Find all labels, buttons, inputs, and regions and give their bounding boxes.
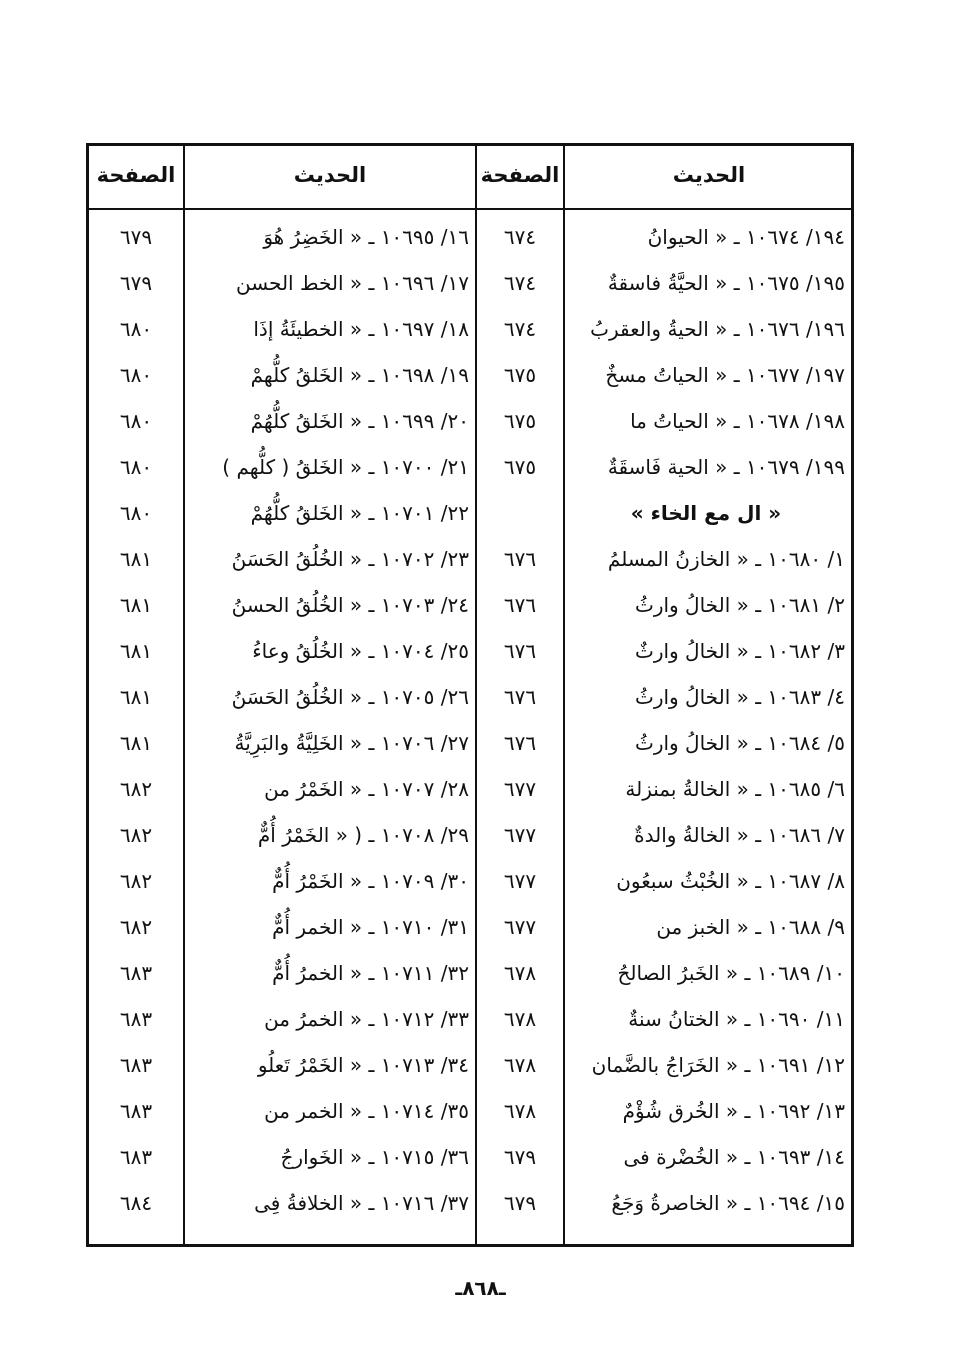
left-hadith-entry: ٢٤/ ١٠٧٠٣ ـ « الخُلُقُ الحسنُ xyxy=(231,593,469,617)
right-page-number: ٦٧٨ xyxy=(503,1053,537,1077)
right-hadith-entry: ١٩٨/ ١٠٦٧٨ ـ « الحياتُ ما xyxy=(630,409,845,433)
right-hadith-entry: ١١/ ١٠٦٩٠ ـ « الختانُ سنةٌ xyxy=(628,1007,845,1031)
right-hadith-entry: ٥/ ١٠٦٨٤ ـ « الخالُ وارثُ xyxy=(635,731,845,755)
right-page-number: ٦٧٦ xyxy=(503,547,537,571)
right-hadith-entry: ٩/ ١٠٦٨٨ ـ « الخبز من xyxy=(656,915,845,939)
left-page-number: ٦٨٢ xyxy=(119,777,153,801)
right-page-number: ٦٧٤ xyxy=(503,271,537,295)
right-page-number: ٦٧٥ xyxy=(503,455,537,479)
left-page-number: ٦٨١ xyxy=(119,547,153,571)
right-hadith-entry: ١٥/ ١٠٦٩٤ ـ « الخاصرةُ وَجَعُ xyxy=(611,1191,845,1215)
left-hadith-entry: ٣٦/ ١٠٧١٥ ـ « الخَوارجُ xyxy=(280,1145,469,1169)
left-hadith-entry: ٣٥/ ١٠٧١٤ ـ « الخمر من xyxy=(264,1099,469,1123)
left-page-number: ٦٨٠ xyxy=(119,317,153,341)
left-hadith-entry: ٣٧/ ١٠٧١٦ ـ « الخلافةُ فِى xyxy=(254,1191,469,1215)
right-hadith-entry: « ال مع الخاء » xyxy=(630,501,782,525)
left-hadith-entry: ١٦/ ١٠٦٩٥ ـ « الخَضِرُ هُوَ xyxy=(263,225,469,249)
right-page-number: ٦٧٥ xyxy=(503,363,537,387)
left-page-number: ٦٨٠ xyxy=(119,409,153,433)
left-hadith-entry: ١٨/ ١٠٦٩٧ ـ « الخطيئَةُ إذَا xyxy=(253,317,469,341)
left-page-number: ٦٨١ xyxy=(119,593,153,617)
left-hadith-entry: ٢٧/ ١٠٧٠٦ ـ « الخَلِيَّةُ والبَرِيَّةُ xyxy=(234,731,469,755)
left-page-number: ٦٨٣ xyxy=(119,961,153,985)
right-page-number: ٦٧٨ xyxy=(503,961,537,985)
left-hadith-entry: ٣٤/ ١٠٧١٣ ـ « الخَمْرُ تَعلُو xyxy=(257,1053,469,1077)
left-page-number: ٦٨٣ xyxy=(119,1007,153,1031)
header-left-hadith: الحديث xyxy=(293,163,367,187)
right-hadith-entry: ١٤/ ١٠٦٩٣ ـ « الخُضْرة فى xyxy=(623,1145,845,1169)
left-page-number: ٦٨٣ xyxy=(119,1053,153,1077)
right-hadith-entry: ١٣/ ١٠٦٩٢ ـ « الخُرق شُؤْمٌ xyxy=(622,1099,845,1123)
right-page-number: ٦٧٧ xyxy=(503,869,537,893)
left-hadith-entry: ٣٣/ ١٠٧١٢ ـ « الخمرُ من xyxy=(264,1007,469,1031)
right-hadith-entry: ١٩٥/ ١٠٦٧٥ ـ « الحيَّةُ فاسقةٌ xyxy=(607,271,845,295)
left-page-number: ٦٨٢ xyxy=(119,823,153,847)
left-hadith-entry: ٢٨/ ١٠٧٠٧ ـ « الخَمْرُ من xyxy=(264,777,469,801)
right-page-number: ٦٧٩ xyxy=(503,1191,537,1215)
right-hadith-entry: ٢/ ١٠٦٨١ ـ « الخالُ وارثُ xyxy=(635,593,845,617)
left-hadith-entry: ٣٢/ ١٠٧١١ ـ « الخمرُ أُمٌّ xyxy=(272,961,469,985)
left-page-number: ٦٨١ xyxy=(119,731,153,755)
right-hadith-entry: ١٢/ ١٠٦٩١ ـ « الخَرَاجُ بالضَّمان xyxy=(591,1053,845,1077)
left-page-number: ٦٨٠ xyxy=(119,455,153,479)
right-hadith-entry: ٨/ ١٠٦٨٧ ـ « الخُبْثُ سبعُون xyxy=(616,869,845,893)
left-page-number: ٦٨٣ xyxy=(119,1099,153,1123)
left-hadith-entry: ٢٠/ ١٠٦٩٩ ـ « الخَلقُ كلُّهُمْ xyxy=(250,409,469,433)
right-hadith-entry: ٤/ ١٠٦٨٣ ـ « الخالُ وارثُ xyxy=(635,685,845,709)
right-page-number: ٦٧٨ xyxy=(503,1099,537,1123)
right-page-number: ٦٧٦ xyxy=(503,685,537,709)
left-hadith-entry: ٢٢/ ١٠٧٠١ ـ « الخَلقُ كلُّهُمْ xyxy=(250,501,469,525)
left-hadith-entry: ٣١/ ١٠٧١٠ ـ « الخمر أُمٌّ xyxy=(272,915,469,939)
right-page-number: ٦٧٨ xyxy=(503,1007,537,1031)
right-page-number: ٦٧٥ xyxy=(503,409,537,433)
left-page-number: ٦٨٠ xyxy=(119,501,153,525)
right-hadith-entry: ١٩٧/ ١٠٦٧٧ ـ « الحياتُ مسخٌ xyxy=(605,363,845,387)
right-hadith-entry: ١٩٦/ ١٠٦٧٦ ـ « الحيةُ والعقربُ xyxy=(590,317,845,341)
left-page-number: ٦٨٢ xyxy=(119,869,153,893)
right-page-number: ٦٧٦ xyxy=(503,593,537,617)
right-page-number xyxy=(477,490,563,536)
left-page-number: ٦٨٠ xyxy=(119,363,153,387)
right-hadith-entry: ١٩٤/ ١٠٦٧٤ ـ « الحيوانُ xyxy=(647,225,845,249)
left-hadith-entry: ١٧/ ١٠٦٩٦ ـ « الخط الحسن xyxy=(235,271,469,295)
header-right-page: الصفحة xyxy=(480,163,560,187)
right-hadith-entry: ٦/ ١٠٦٨٥ ـ « الخالةُ بمنزلة xyxy=(625,777,845,801)
left-hadith-entry: ٢٥/ ١٠٧٠٤ ـ « الخُلُقُ وعاءُ xyxy=(252,639,469,663)
right-hadith-entry: ١/ ١٠٦٨٠ ـ « الخازنُ المسلمُ xyxy=(607,547,845,571)
left-page-number: ٦٨٣ xyxy=(119,1145,153,1169)
right-hadith-entry: ٣/ ١٠٦٨٢ ـ « الخالُ وارثٌ xyxy=(635,639,845,663)
right-page-number: ٦٧٩ xyxy=(503,1145,537,1169)
left-hadith-entry: ٢٩/ ١٠٧٠٨ ـ ( « الخَمْرُ أُمٌّ xyxy=(257,823,469,847)
left-hadith-entry: ٢٣/ ١٠٧٠٢ ـ « الخُلُقُ الحَسَنُ xyxy=(231,547,469,571)
right-page-number: ٦٧٦ xyxy=(503,639,537,663)
left-hadith-entry: ١٩/ ١٠٦٩٨ ـ « الخَلقُ كلُّهمْ xyxy=(250,363,469,387)
right-page-number: ٦٧٦ xyxy=(503,731,537,755)
left-page-number: ٦٨٤ xyxy=(119,1191,153,1215)
right-hadith-entry: ١٩٩/ ١٠٦٧٩ ـ « الحية فَاسقَةٌ xyxy=(607,455,845,479)
left-hadith-entry: ٢١/ ١٠٧٠٠ ـ « الخَلقُ ( كلُّهم ) xyxy=(222,455,469,479)
left-page-number: ٦٨٢ xyxy=(119,915,153,939)
left-hadith-entry: ٢٦/ ١٠٧٠٥ ـ « الخُلُقُ الحَسَنُ xyxy=(231,685,469,709)
header-left-page: الصفحة xyxy=(96,163,176,187)
left-page-number: ٦٨١ xyxy=(119,685,153,709)
left-page-number: ٦٧٩ xyxy=(119,271,153,295)
index-table xyxy=(86,143,854,1247)
left-page-number: ٦٧٩ xyxy=(119,225,153,249)
right-hadith-entry: ١٠/ ١٠٦٨٩ ـ « الخَبرُ الصالحُ xyxy=(617,961,845,985)
right-page-number: ٦٧٤ xyxy=(503,317,537,341)
right-page-number: ٦٧٤ xyxy=(503,225,537,249)
column-divider-right-page xyxy=(563,146,565,1244)
page-number: ـ٨٦٨ـ xyxy=(455,1276,506,1300)
left-hadith-entry: ٣٠/ ١٠٧٠٩ ـ « الخَمْرُ أُمٌّ xyxy=(272,869,469,893)
right-page-number: ٦٧٧ xyxy=(503,777,537,801)
header-right-hadith: الحديث xyxy=(672,163,746,187)
right-page-number: ٦٧٧ xyxy=(503,823,537,847)
left-page-number: ٦٨١ xyxy=(119,639,153,663)
right-page-number: ٦٧٧ xyxy=(503,915,537,939)
right-hadith-entry: ٧/ ١٠٦٨٦ ـ « الخالةُ والدةٌ xyxy=(634,823,845,847)
